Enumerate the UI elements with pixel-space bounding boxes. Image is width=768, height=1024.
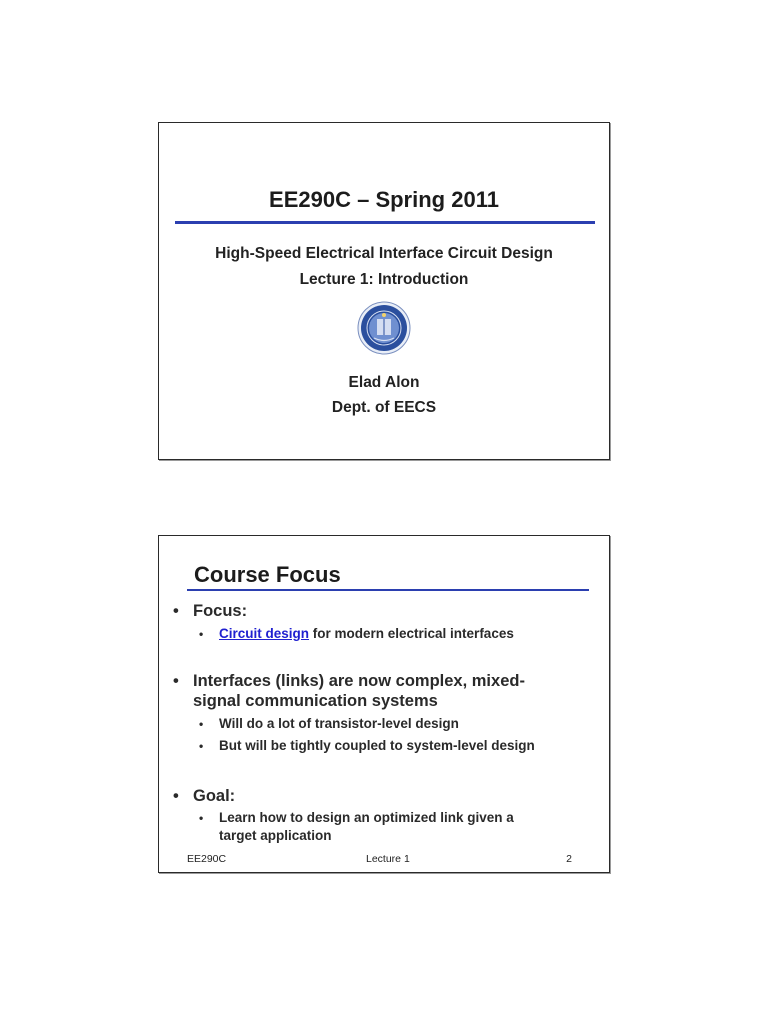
sub-bullet-learn xyxy=(199,809,589,845)
bullet-focus xyxy=(173,601,579,621)
sub-bullet-text: Will do a lot of transistor-level design xyxy=(219,716,459,731)
department: Dept. of EECS xyxy=(331,399,437,416)
course-name: High-Speed Electrical Interface Circuit Design xyxy=(215,245,553,262)
author-name: Elad Alon xyxy=(348,374,420,391)
bullet-dot: • xyxy=(199,739,204,753)
footer-lecture: Lecture 1 xyxy=(366,853,410,865)
sub-bullet-text-line-1: Learn how to design an optimized link given a xyxy=(219,810,514,825)
university-seal-icon xyxy=(357,301,411,355)
bullet-interfaces xyxy=(173,671,579,711)
sub-bullet-text: But will be tightly coupled to system-level design xyxy=(219,738,535,753)
bullet-dot: • xyxy=(173,672,179,690)
bullet-goal xyxy=(173,786,579,806)
footer-course: EE290C xyxy=(187,853,227,865)
bullet-text-line-1: Interfaces (links) are now complex, mixed- xyxy=(193,672,525,690)
title-rule xyxy=(175,221,595,224)
slide-1 xyxy=(158,122,610,460)
bullet-dot: • xyxy=(173,602,179,620)
sub-bullet-transistor xyxy=(199,715,589,733)
circuit-design-link[interactable]: Circuit design xyxy=(219,626,310,641)
slide-2 xyxy=(158,535,610,873)
bullet-text: Goal: xyxy=(193,787,236,805)
lecture-title: Lecture 1: Introduction xyxy=(299,271,469,288)
bullet-dot: • xyxy=(173,787,179,805)
bullet-text: Focus: xyxy=(193,602,248,620)
sub-bullet-system xyxy=(199,737,589,755)
bullet-dot: • xyxy=(199,811,204,825)
title-rule xyxy=(187,589,589,591)
bullet-text-line-2: signal communication systems xyxy=(193,692,438,710)
sub-bullet-text: for modern electrical interfaces xyxy=(309,626,514,641)
footer-page-number: 2 xyxy=(566,853,572,865)
sub-bullet-circuit-design xyxy=(199,625,589,643)
bullet-dot: • xyxy=(199,717,204,731)
slide-1-title: EE290C – Spring 2011 xyxy=(269,187,499,212)
bullet-dot: • xyxy=(199,627,204,641)
sub-bullet-text-line-2: target application xyxy=(219,828,332,843)
slide-2-title: Course Focus xyxy=(194,562,341,587)
